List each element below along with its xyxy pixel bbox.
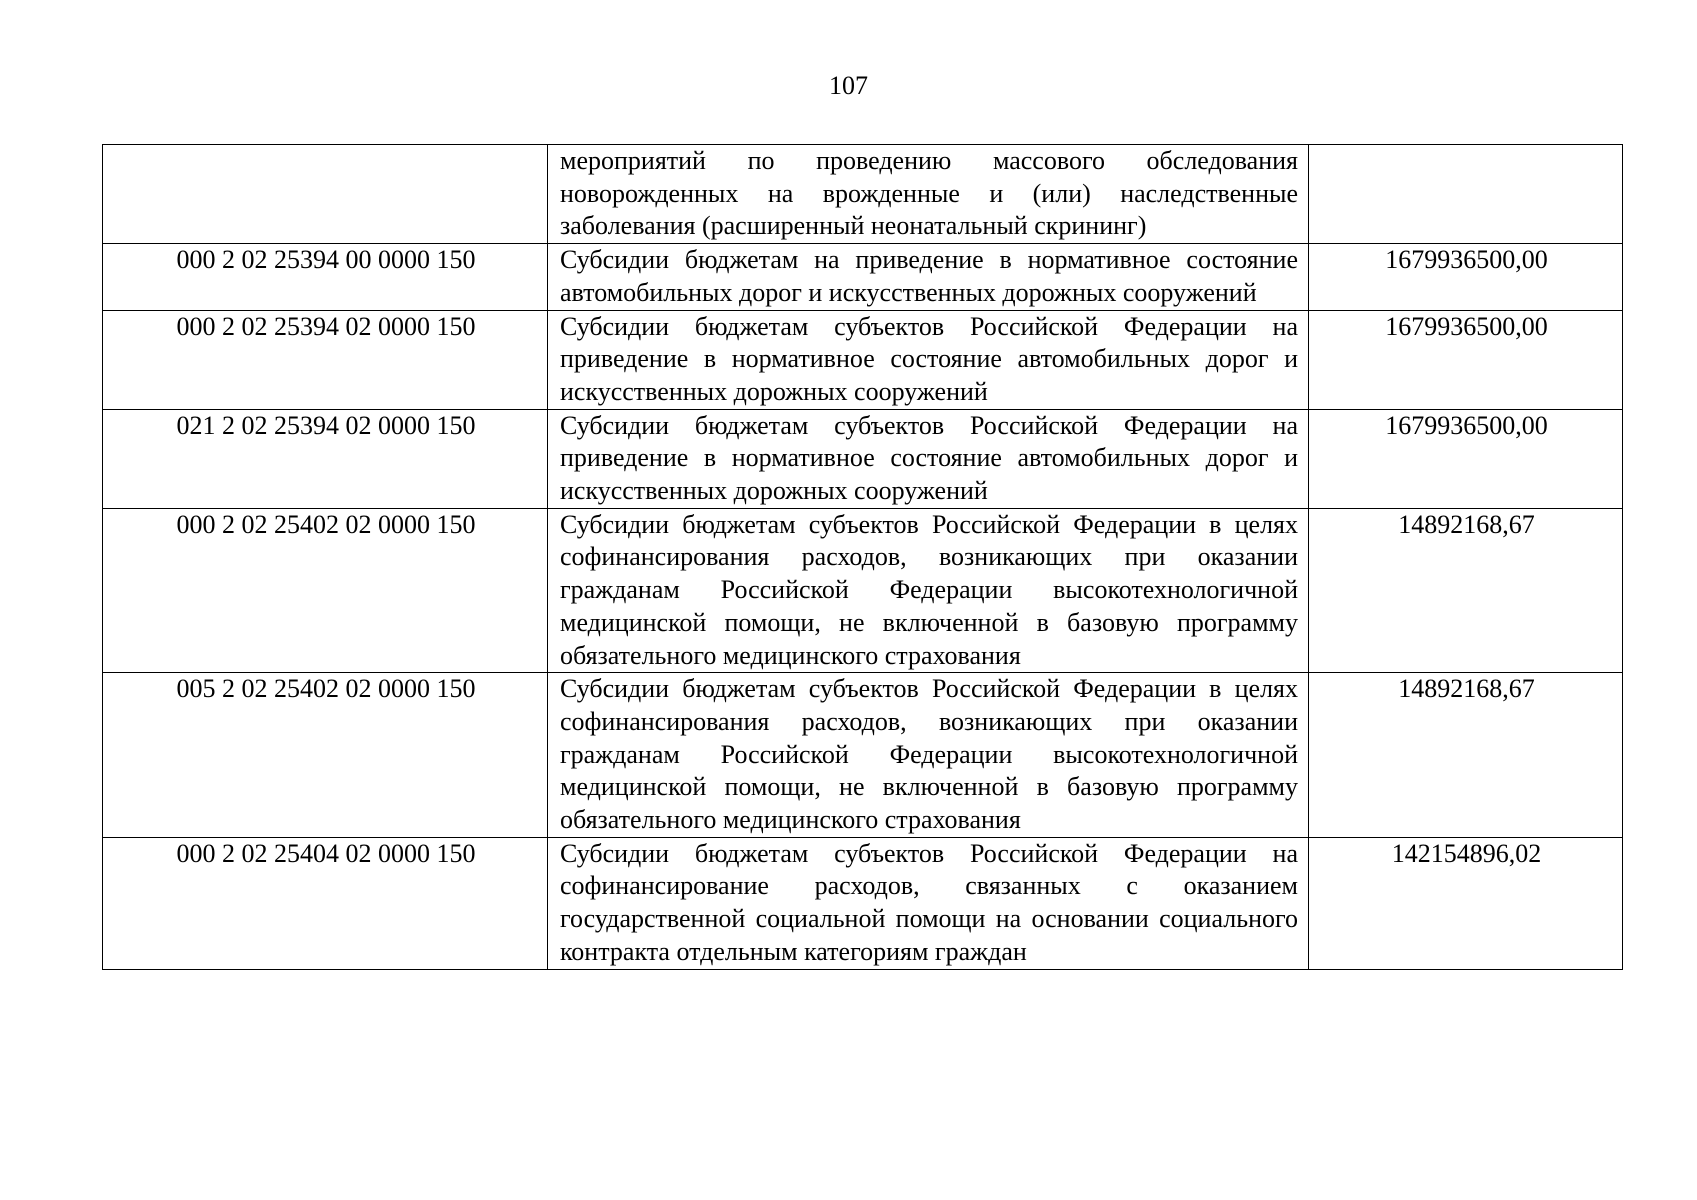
table-row <box>103 244 1623 310</box>
table-row <box>103 145 1623 244</box>
income-name-cell: Субсидии бюджетам субъектов Российской Федерации на приведение в нормативное состояние автомобильных дорог и искусственных дорожных сооружений <box>548 310 1309 409</box>
income-name-cell: Субсидии бюджетам на приведение в нормативное состояние автомобильных дорог и искусственных дорожных сооружений <box>548 244 1309 310</box>
budget-code-cell: 005 2 02 25402 02 0000 150 <box>103 673 548 838</box>
table-row <box>103 673 1623 838</box>
budget-table <box>102 144 1623 970</box>
amount-cell: 14892168,67 <box>1309 508 1623 673</box>
income-name-cell: мероприятий по проведению массового обследования новорожденных на врожденные и (или) наследственные заболевания (расширенный неонатальный скрининг) <box>548 145 1309 244</box>
table-row <box>103 508 1623 673</box>
income-name-cell: Субсидии бюджетам субъектов Российской Федерации в целях софинансирования расходов, возникающих при оказании гражданам Российской Федерации высокотехнологичной медицинской помощи, не включенной в базовую программу обязательного медицинского страхования <box>548 673 1309 838</box>
table-row <box>103 310 1623 409</box>
amount-cell: 142154896,02 <box>1309 837 1623 969</box>
amount-cell: 14892168,67 <box>1309 673 1623 838</box>
income-name-cell: Субсидии бюджетам субъектов Российской Федерации на приведение в нормативное состояние автомобильных дорог и искусственных дорожных сооружений <box>548 409 1309 508</box>
budget-code-cell: 021 2 02 25394 02 0000 150 <box>103 409 548 508</box>
budget-code-cell: 000 2 02 25394 02 0000 150 <box>103 310 548 409</box>
amount-cell: 1679936500,00 <box>1309 310 1623 409</box>
budget-code-cell: 000 2 02 25394 00 0000 150 <box>103 244 548 310</box>
income-name-cell: Субсидии бюджетам субъектов Российской Федерации на софинансирование расходов, связанных с оказанием государственной социальной помощи на основании социального контракта отдельным категориям граждан <box>548 837 1309 969</box>
budget-code-cell: 000 2 02 25404 02 0000 150 <box>103 837 548 969</box>
amount-cell <box>1309 145 1623 244</box>
page-number: 107 <box>829 71 868 100</box>
amount-cell: 1679936500,00 <box>1309 409 1623 508</box>
budget-code-cell: 000 2 02 25402 02 0000 150 <box>103 508 548 673</box>
budget-code-cell <box>103 145 548 244</box>
income-name-cell: Субсидии бюджетам субъектов Российской Федерации в целях софинансирования расходов, возникающих при оказании гражданам Российской Федерации высокотехнологичной медицинской помощи, не включенной в базовую программу обязательного медицинского страхования <box>548 508 1309 673</box>
table-row <box>103 409 1623 508</box>
amount-cell: 1679936500,00 <box>1309 244 1623 310</box>
table-row <box>103 837 1623 969</box>
